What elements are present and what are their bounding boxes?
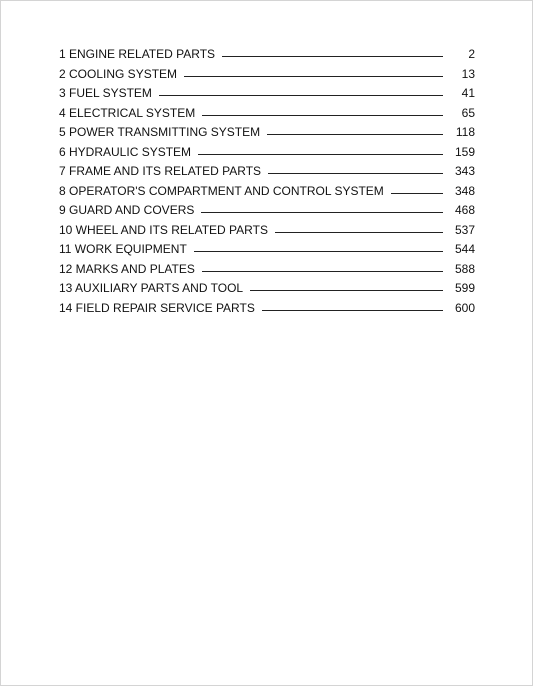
toc-entry-page: 2 [468,47,475,61]
toc-entry[interactable] [59,164,475,184]
toc-leader-line [391,193,443,194]
toc-entry-title: 11 WORK EQUIPMENT [59,242,187,256]
toc-leader-line [202,115,443,116]
toc-entry-page: 159 [454,144,475,159]
toc-entry-page: 343 [454,164,475,178]
toc-leader-line [198,154,443,155]
toc-entry[interactable] [59,86,475,106]
toc-entry-page: 599 [454,281,475,295]
toc-entry-title: 13 AUXILIARY PARTS AND TOOL [59,281,244,295]
toc-entry-title: 8 OPERATOR'S COMPARTMENT AND CONTROL SYSTEM [59,183,384,198]
toc-entry[interactable] [59,47,475,67]
toc-entry[interactable] [59,262,475,282]
toc-entry-title: 2 COOLING SYSTEM [59,66,178,81]
toc-entry-page: 118 [455,125,475,139]
toc-leader-line [201,212,443,213]
toc-entry-title: 1 ENGINE RELATED PARTS [59,47,216,61]
toc-entry-page: 13 [461,66,475,81]
toc-entry-title: 5 POWER TRANSMITTING SYSTEM [59,125,261,139]
toc-leader-line [194,251,443,252]
toc-entry-page: 41 [461,86,475,100]
toc-entry-page: 348 [454,183,475,198]
toc-entry-title: 10 WHEEL AND ITS RELATED PARTS [59,222,268,237]
toc-entry-title: 6 HYDRAULIC SYSTEM [59,144,192,159]
toc-entry[interactable] [59,223,475,243]
toc-entry[interactable] [59,106,475,126]
toc-entry-title: 3 FUEL SYSTEM [59,86,152,100]
toc-leader-line [202,271,443,272]
toc-entry-page: 537 [454,222,475,237]
toc-entry-title: 4 ELECTRICAL SYSTEM [59,105,196,120]
toc-entry[interactable] [59,184,475,204]
toc-leader-line [275,232,443,233]
table-of-contents [59,47,475,320]
toc-leader-line [267,134,443,135]
toc-leader-line [222,56,443,57]
toc-entry-title: 9 GUARD AND COVERS [59,203,195,217]
toc-entry-page: 588 [454,261,475,276]
toc-leader-line [184,76,443,77]
toc-entry[interactable] [59,67,475,87]
toc-entry-title: 7 FRAME AND ITS RELATED PARTS [59,164,262,178]
toc-entry-page: 600 [454,300,475,315]
toc-leader-line [268,173,443,174]
toc-leader-line [262,310,443,311]
toc-entry-page: 544 [454,242,475,256]
toc-leader-line [159,95,443,96]
toc-entry[interactable] [59,242,475,262]
toc-entry[interactable] [59,301,475,321]
toc-entry-page: 65 [461,105,475,120]
toc-entry-page: 468 [454,203,475,217]
toc-entry-title: 12 MARKS AND PLATES [59,261,195,276]
toc-entry-title: 14 FIELD REPAIR SERVICE PARTS [59,300,255,315]
toc-entry[interactable] [59,145,475,165]
toc-entry[interactable] [59,281,475,301]
toc-leader-line [250,290,443,291]
toc-entry[interactable] [59,203,475,223]
toc-entry[interactable] [59,125,475,145]
